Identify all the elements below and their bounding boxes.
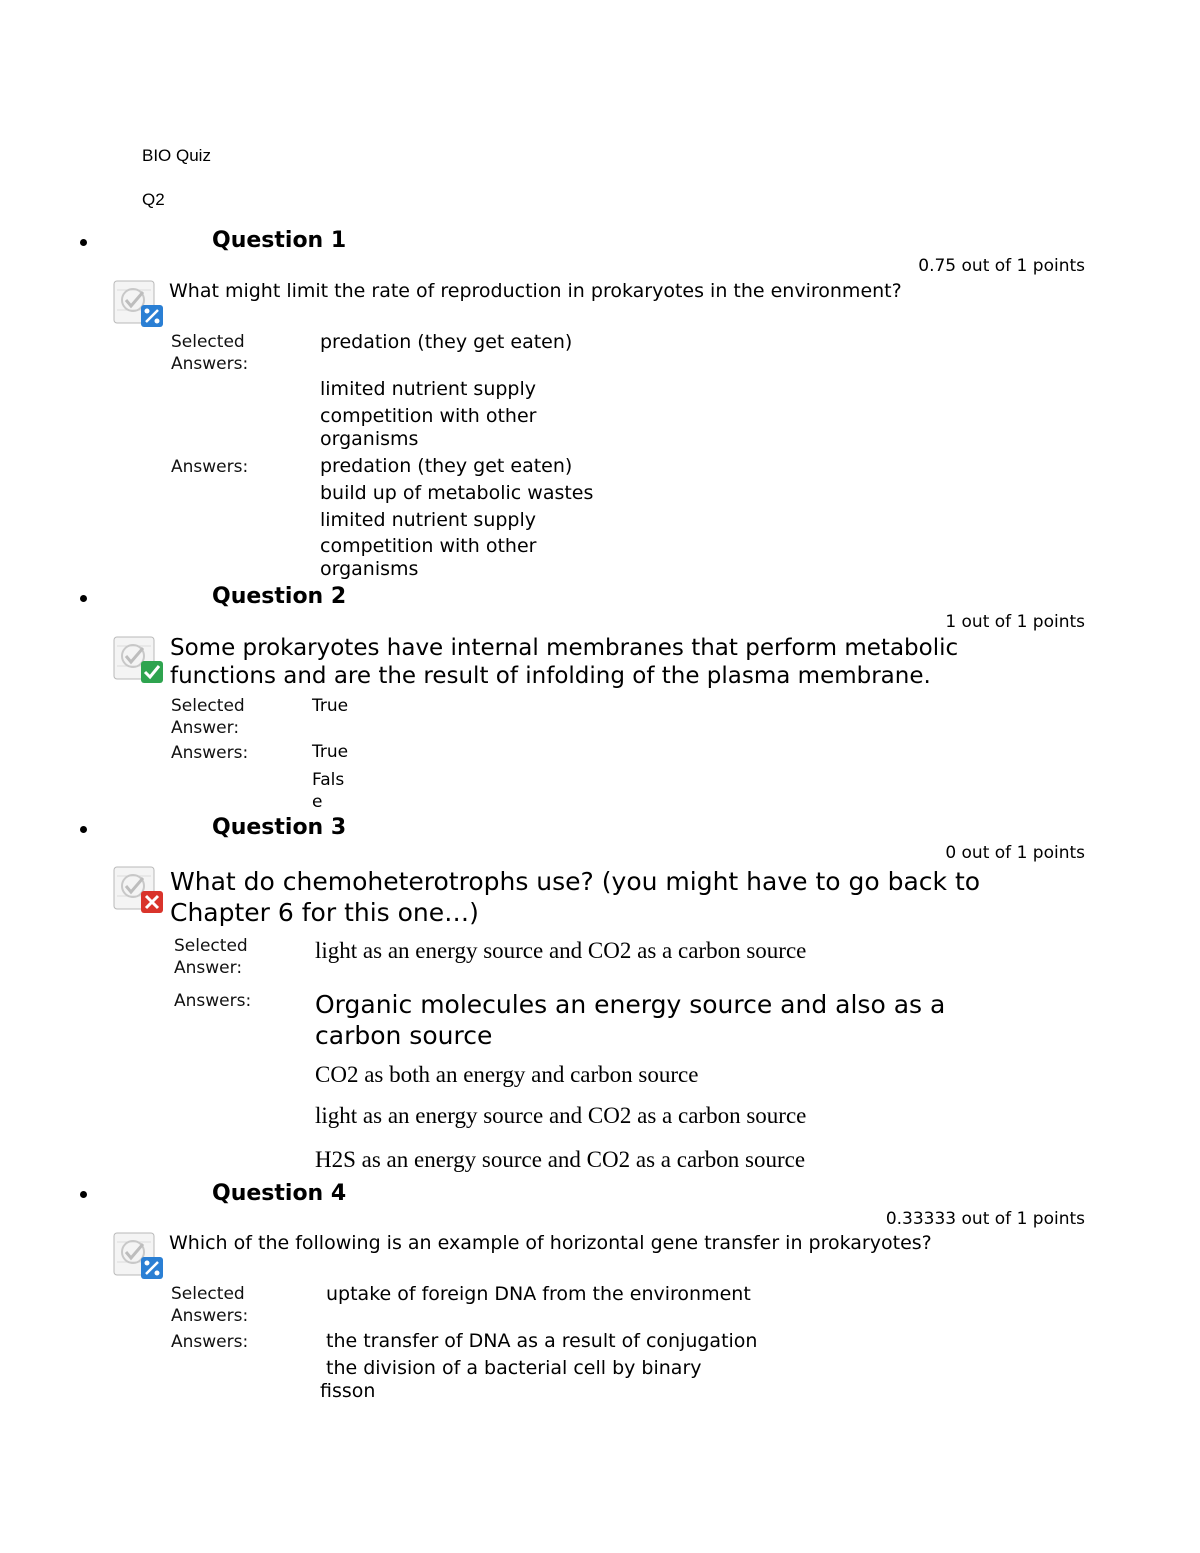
selected-answer: uptake of foreign DNA from the environment <box>326 1283 751 1305</box>
question-heading: Question 4 <box>212 1181 347 1206</box>
question-text: Which of the following is an example of horizontal gene transfer in prokaryotes? <box>169 1232 932 1254</box>
partial-credit-icon <box>113 1232 163 1280</box>
list-bullet <box>80 1191 87 1198</box>
question-points: 0 out of 1 points <box>945 843 1085 863</box>
answer-option: limited nutrient supply <box>320 509 537 531</box>
doc-subtitle: Q2 <box>142 190 165 209</box>
answer-option: the division of a bacterial cell by binary fisson <box>320 1357 702 1402</box>
answer-option: the transfer of DNA as a result of conjugation <box>326 1330 758 1352</box>
list-bullet <box>80 595 87 602</box>
answers-label: Answers: <box>171 743 249 763</box>
answers-label: Answers: <box>174 991 252 1011</box>
question-points: 1 out of 1 points <box>945 612 1085 632</box>
doc-title: BIO Quiz <box>142 146 211 165</box>
answer-option: build up of metabolic wastes <box>320 482 594 504</box>
selected-answers-label: Selected Answers: <box>171 332 249 374</box>
selected-answer-label: Selected Answer: <box>171 696 245 738</box>
selected-answer: competition with other organisms <box>320 405 537 450</box>
selected-answer: True <box>312 696 349 716</box>
selected-answer-label: Selected Answer: <box>174 936 248 978</box>
question-points: 0.33333 out of 1 points <box>885 1209 1085 1229</box>
answer-option: light as an energy source and CO2 as a carbon source <box>315 1103 807 1128</box>
answer-option: predation (they get eaten) <box>320 455 573 477</box>
question-heading: Question 1 <box>212 228 347 253</box>
question-heading: Question 3 <box>212 815 347 840</box>
answer-option: CO2 as both an energy and carbon source <box>315 1062 699 1087</box>
question-text: What do chemoheterotrophs use? (you might have to go back to Chapter 6 for this one…) <box>170 867 981 927</box>
list-bullet <box>80 826 87 833</box>
answer-option: Organic molecules an energy source and also as a carbon source <box>315 990 946 1050</box>
selected-answer: predation (they get eaten) <box>320 331 573 353</box>
answers-label: Answers: <box>171 457 249 477</box>
question-text: Some prokaryotes have internal membranes that perform metabolic functions and are the result of infolding of the plasma membrane. <box>170 635 959 689</box>
incorrect-icon <box>113 866 163 914</box>
selected-answers-label: Selected Answers: <box>171 1284 249 1326</box>
answer-option: False <box>312 770 345 812</box>
question-points: 0.75 out of 1 points <box>918 256 1085 276</box>
answer-option: competition with other organisms <box>320 535 537 580</box>
answer-option: True <box>312 742 349 762</box>
answers-label: Answers: <box>171 1332 249 1352</box>
answer-option: H2S as an energy source and CO2 as a carbon source <box>315 1147 806 1172</box>
list-bullet <box>80 239 87 246</box>
correct-icon <box>113 636 163 684</box>
question-text: What might limit the rate of reproduction in prokaryotes in the environment? <box>169 280 902 302</box>
selected-answer: limited nutrient supply <box>320 378 537 400</box>
partial-credit-icon <box>113 280 163 328</box>
selected-answer: light as an energy source and CO2 as a carbon source <box>315 938 807 963</box>
question-heading: Question 2 <box>212 584 347 609</box>
